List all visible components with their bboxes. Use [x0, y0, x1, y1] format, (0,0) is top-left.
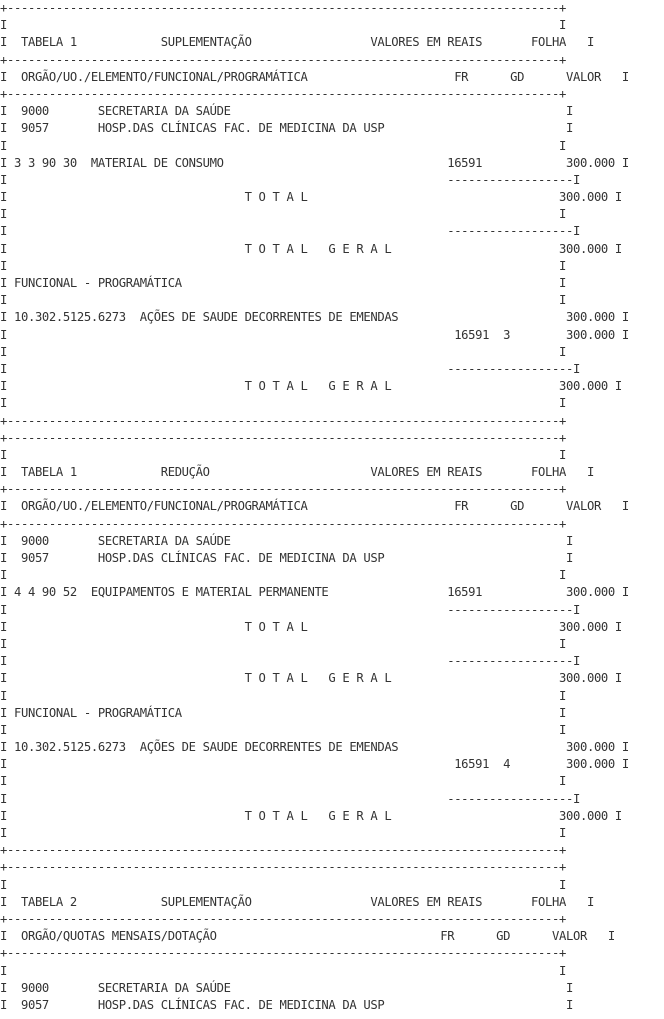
document-line: +-------------------------------------------------------------------------------+ [0, 860, 566, 875]
document-line: I I [0, 138, 566, 153]
document-line: I 16591 3 300.000 I [0, 327, 629, 342]
document-line: I 9057 HOSP.DAS CLÍNICAS FAC. DE MEDICINA DA USP I [0, 551, 573, 565]
document-line: I I [0, 774, 566, 789]
document-line: I T O T A L 300.000 I [0, 190, 622, 205]
document-line: I ORGÃO/QUOTAS MENSAIS/DOTAÇÃO FR GD VALOR I [0, 929, 615, 944]
document-line: +-------------------------------------------------------------------------------+ [0, 86, 566, 101]
document-line: I I [0, 18, 566, 33]
document-line: I 4 4 90 52 EQUIPAMENTOS E MATERIAL PERMANENTE 16591 300.000 I [0, 585, 629, 600]
document-line: I T O T A L G E R A L 300.000 I [0, 671, 622, 686]
document-line: I 3 3 90 30 MATERIAL DE CONSUMO 16591 300.000 I [0, 155, 629, 170]
document-line: I I [0, 396, 566, 411]
document-line: I T O T A L G E R A L 300.000 I [0, 808, 622, 823]
document-line: I FUNCIONAL - PROGRAMÁTICA I [0, 705, 566, 720]
document-line: I ------------------I [0, 361, 580, 376]
document-line: I ------------------I [0, 224, 580, 239]
document-line: I FUNCIONAL - PROGRAMÁTICA I [0, 276, 566, 290]
document-line: I 9000 SECRETARIA DA SAÚDE I [0, 533, 573, 548]
document-line: I ORGÃO/UO./ELEMENTO/FUNCIONAL/PROGRAMÁTICA FR GD VALOR I [0, 69, 629, 84]
document-line: I T O T A L G E R A L 300.000 I [0, 379, 622, 394]
document-line: I I [0, 877, 566, 892]
document-line: +-------------------------------------------------------------------------------+ [0, 430, 566, 445]
document-line: +-------------------------------------------------------------------------------+ [0, 52, 566, 67]
document-line: I I [0, 636, 566, 651]
document-line: I I [0, 344, 566, 359]
document-line: I 9057 HOSP.DAS CLÍNICAS FAC. DE MEDICINA DA USP I [0, 997, 573, 1012]
document-line: +-------------------------------------------------------------------------------+ [0, 843, 566, 858]
document-line: I I [0, 207, 566, 222]
document-line: +-------------------------------------------------------------------------------+ [0, 413, 566, 428]
document-line: I TABELA 2 SUPLEMENTAÇÃO VALORES EM REAIS FOLHA I [0, 894, 594, 909]
document-line: I ------------------I [0, 602, 580, 617]
document-line: I I [0, 568, 566, 583]
document-line: I T O T A L G E R A L 300.000 I [0, 241, 622, 256]
document-line: I I [0, 447, 566, 462]
document-line: +-------------------------------------------------------------------------------+ [0, 482, 566, 497]
document-line: I ------------------I [0, 791, 580, 806]
document-line: I T O T A L 300.000 I [0, 619, 622, 634]
document-line: I I [0, 963, 566, 978]
document-line: I TABELA 1 REDUÇÃO VALORES EM REAIS FOLHA I [0, 465, 594, 480]
document-line: I I [0, 258, 566, 273]
document-line: I 10.302.5125.6273 AÇÕES DE SAUDE DECORRENTES DE EMENDAS 300.000 I [0, 740, 629, 755]
document-line: I TABELA 1 SUPLEMENTAÇÃO VALORES EM REAIS FOLHA I [0, 35, 594, 50]
document-line: I ORGÃO/UO./ELEMENTO/FUNCIONAL/PROGRAMÁTICA FR GD VALOR I [0, 499, 629, 514]
document-line: I 9000 SECRETARIA DA SAÚDE I [0, 980, 573, 995]
document-line: I ------------------I [0, 654, 580, 669]
document-line: +-------------------------------------------------------------------------------+ [0, 516, 566, 531]
document-line: +-------------------------------------------------------------------------------+ [0, 1, 566, 15]
document-line: +-------------------------------------------------------------------------------+ [0, 911, 566, 926]
document-line: I I [0, 722, 566, 737]
document-line: I 10.302.5125.6273 AÇÕES DE SAUDE DECORRENTES DE EMENDAS 300.000 I [0, 310, 629, 325]
document-line: I I [0, 688, 566, 703]
document-line: I ------------------I [0, 172, 580, 187]
document-line: I 16591 4 300.000 I [0, 757, 629, 772]
document-line: +-------------------------------------------------------------------------------+ [0, 946, 566, 961]
document-line: I I [0, 826, 566, 840]
document-line: I 9057 HOSP.DAS CLÍNICAS FAC. DE MEDICINA DA USP I [0, 121, 573, 136]
document-line: I 9000 SECRETARIA DA SAÚDE I [0, 104, 573, 119]
document-line: I I [0, 293, 566, 308]
